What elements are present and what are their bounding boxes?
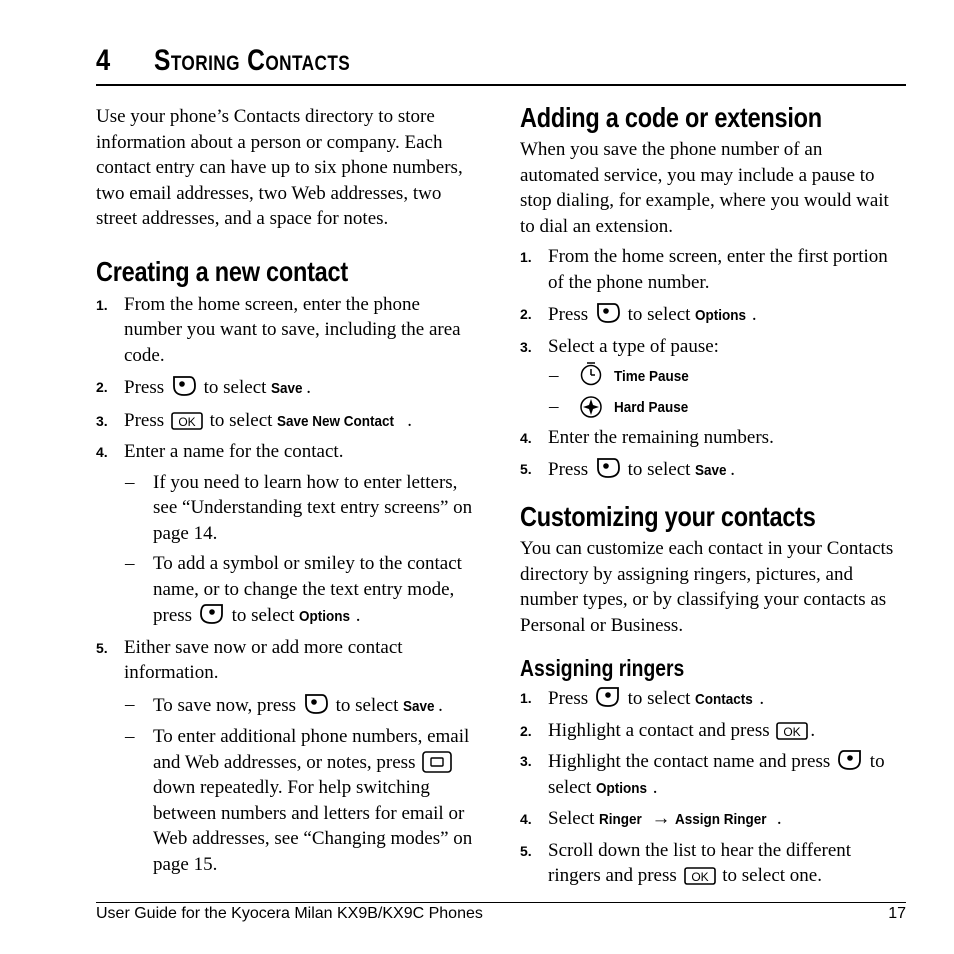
customizing-heading: Customizing your contacts xyxy=(520,501,816,532)
ringers-step-2 xyxy=(520,718,905,744)
period: . xyxy=(759,688,765,709)
creating-step-3 xyxy=(96,408,481,435)
svg-text:OK: OK xyxy=(783,724,802,739)
step-text: Press xyxy=(124,377,165,398)
creating-step-5-sub-b xyxy=(96,724,481,877)
keyword-options: Options xyxy=(695,307,747,324)
page-number: 17 xyxy=(888,905,906,922)
step-text: Enter a name for the contact. xyxy=(124,441,344,462)
period: . xyxy=(776,808,782,829)
footer-text: User Guide for the Kyocera Milan KX9B/KX9C Phones xyxy=(96,905,483,922)
step-number: 2. xyxy=(520,306,532,322)
step-text: Highlight the contact name and press xyxy=(548,751,831,772)
step-text: Press xyxy=(124,409,165,431)
period: . xyxy=(730,458,735,480)
step-number: 3. xyxy=(520,753,532,769)
chapter-number: 4 xyxy=(96,44,111,77)
dash: – xyxy=(549,395,559,417)
step-number: 3. xyxy=(96,412,108,429)
step-text: Press xyxy=(548,304,589,325)
keyword-options: Options xyxy=(596,779,648,797)
step-number: 4. xyxy=(520,430,532,446)
ok-key-icon xyxy=(776,721,808,741)
dash: – xyxy=(549,365,559,386)
step-text: Either save now or add more contact information. xyxy=(124,636,403,683)
creating-step-1 xyxy=(96,292,481,369)
step-text: to select xyxy=(627,688,691,709)
left-softkey-icon xyxy=(303,692,329,716)
time-pause-option xyxy=(520,363,905,390)
ringers-step-5 xyxy=(520,838,905,889)
period: . xyxy=(810,719,816,741)
step-number: 1. xyxy=(520,690,532,706)
left-softkey-icon xyxy=(171,374,197,398)
ringers-step-1 xyxy=(520,685,905,713)
chapter-header xyxy=(96,38,906,86)
left-softkey-icon xyxy=(595,301,621,325)
right-softkey-icon xyxy=(595,685,621,709)
assigning-ringers-heading: Assigning ringers xyxy=(520,655,685,681)
svg-text:OK: OK xyxy=(178,414,196,429)
step-text: Scroll down the list to hear the different ringers and press xyxy=(548,839,852,886)
dash: – xyxy=(125,471,135,493)
step-number: 4. xyxy=(96,444,108,460)
customizing-intro: You can customize each contact in your Contacts directory by assigning ringers, pictures, and number types, or by classifying your contacts as Personal or Business. xyxy=(520,538,894,636)
dash: – xyxy=(125,553,135,574)
step-number: 3. xyxy=(520,338,532,355)
step-text: to select xyxy=(627,458,691,480)
step-number: 5. xyxy=(520,460,532,477)
keyword-assign-ringer: Assign Ringer xyxy=(675,811,767,828)
step-text: From the home screen, enter the first portion of the phone number. xyxy=(548,246,888,293)
step-text: From the home screen, enter the phone number you want to save, including the area code. xyxy=(124,293,461,366)
hard-pause-icon xyxy=(578,393,604,419)
creating-step-4-sub-a xyxy=(96,470,481,547)
step-number: 4. xyxy=(520,811,532,827)
arrow-icon: → xyxy=(651,808,671,829)
step-text: to select xyxy=(548,751,885,798)
dash: – xyxy=(125,726,135,747)
right-softkey-icon xyxy=(837,748,863,772)
keyword-time-pause: Time Pause xyxy=(614,368,689,385)
sub-text: To save now, press xyxy=(153,694,297,716)
creating-step-2 xyxy=(96,374,481,402)
sub-text: If you need to learn how to enter letters, see “Understanding text entry screens” on page 14. xyxy=(153,471,473,544)
keyword-options: Options xyxy=(299,608,351,625)
left-column xyxy=(96,104,481,877)
step-text: Press xyxy=(548,458,589,480)
keyword-contacts: Contacts xyxy=(695,691,753,708)
creating-step-4 xyxy=(96,439,481,465)
right-softkey-icon xyxy=(199,602,225,626)
step-number: 2. xyxy=(520,722,532,739)
period: . xyxy=(438,694,443,716)
keyword-save: Save xyxy=(271,380,303,397)
chapter-title: Storing Contacts xyxy=(154,44,351,77)
dash: – xyxy=(125,693,135,715)
ringers-step-3 xyxy=(520,748,905,801)
period: . xyxy=(751,304,757,325)
keyword-ringer: Ringer xyxy=(599,811,642,828)
sub-text: to select xyxy=(335,694,399,716)
keyword-save: Save xyxy=(695,461,727,479)
creating-step-5-sub-a xyxy=(96,692,481,720)
keyword-hard-pause: Hard Pause xyxy=(614,398,689,416)
step-text: to select xyxy=(627,304,691,325)
step-number: 1. xyxy=(520,249,532,265)
period: . xyxy=(306,377,311,398)
ok-key-icon xyxy=(171,411,203,431)
step-text: Select a type of pause: xyxy=(548,335,719,357)
adding-intro: When you save the phone number of an automated service, you may include a pause to stop dialing, for example, where you would wait to dial an extension. xyxy=(520,139,889,237)
keyword-save-new-contact: Save New Contact xyxy=(277,412,395,430)
hard-pause-option xyxy=(520,394,905,421)
creating-contact-heading: Creating a new contact xyxy=(96,255,348,287)
page-footer xyxy=(96,902,906,923)
adding-step-3 xyxy=(520,334,905,360)
adding-step-2 xyxy=(520,301,905,329)
right-column xyxy=(520,102,905,889)
time-pause-icon xyxy=(578,361,604,387)
navigation-key-icon xyxy=(422,751,452,773)
creating-step-5 xyxy=(96,635,481,686)
period: . xyxy=(652,776,658,798)
step-number: 1. xyxy=(96,296,108,313)
sub-text: To enter additional phone numbers, email and Web addresses, or notes, press xyxy=(153,726,470,773)
step-number: 2. xyxy=(96,379,108,395)
step-text: Press xyxy=(548,688,589,709)
step-text: to select xyxy=(209,409,273,431)
step-number: 5. xyxy=(96,639,108,656)
step-text: to select xyxy=(203,377,267,398)
svg-text:OK: OK xyxy=(690,870,709,884)
creating-step-4-sub-b xyxy=(96,551,481,630)
adding-code-heading: Adding a code or extension xyxy=(520,102,822,133)
period: . xyxy=(355,605,361,626)
sub-text: down repeatedly. For help switching between numbers and letters for email or Web addresses, see “Changing modes” on page 15. xyxy=(153,777,473,875)
adding-step-4 xyxy=(520,425,905,451)
ringers-step-4 xyxy=(520,806,905,833)
adding-step-5 xyxy=(520,456,905,484)
sub-text: to select xyxy=(231,605,295,626)
step-text: Enter the remaining numbers. xyxy=(548,427,774,448)
intro-paragraph: Use your phone’s Contacts directory to store information about a person or company. Each contact entry can have up to six phone numbers, two email addresses, two Web addresses, two street addresses, and a space for notes. xyxy=(96,106,463,229)
step-text: Select xyxy=(548,808,595,829)
left-softkey-icon xyxy=(595,456,621,480)
step-text: to select one. xyxy=(722,865,822,886)
step-text: Highlight a contact and press xyxy=(548,719,770,741)
sub-text: To add a symbol or smiley to the contact name, or to change the text entry mode, press xyxy=(153,553,462,626)
step-number: 5. xyxy=(520,842,532,859)
keyword-save: Save xyxy=(403,697,435,715)
period: . xyxy=(407,409,412,431)
ok-key-icon xyxy=(684,866,716,886)
adding-step-1 xyxy=(520,244,905,295)
